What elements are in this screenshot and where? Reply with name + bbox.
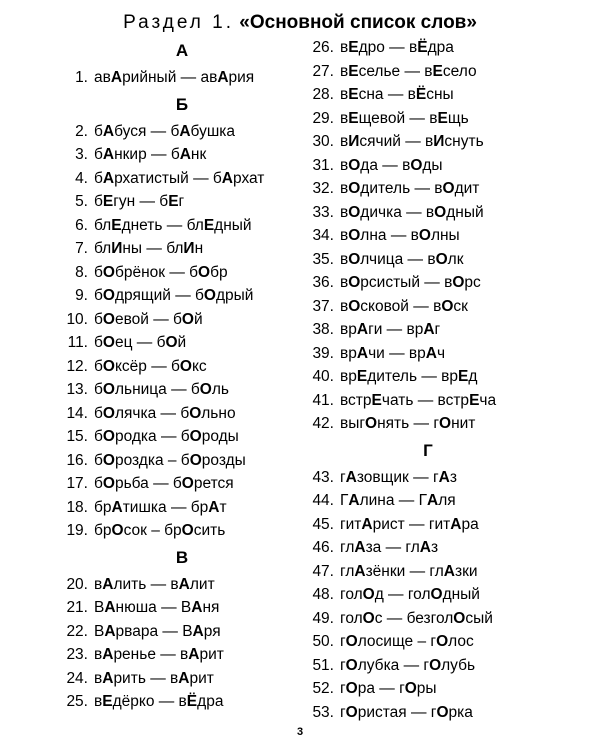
word-list-left-column	[62, 36, 302, 714]
item-number: 30.	[312, 133, 334, 150]
word-pair: бОдрящий — бОдрый	[94, 287, 254, 304]
word-pair: брАтишка — брАт	[94, 498, 227, 516]
word-pair: вЕселье — вЕсело	[340, 62, 477, 80]
word-pair: брОсок – брОсить	[94, 522, 226, 539]
item-number: 11.	[67, 334, 88, 351]
item-number: 35.	[312, 250, 334, 268]
list-item	[62, 355, 302, 379]
word-pair: гитАрист — гитАра	[340, 515, 479, 533]
item-number: 21.	[66, 599, 88, 616]
section-name: «Основной список слов»	[239, 12, 477, 33]
item-number: 53.	[312, 703, 334, 721]
word-pair: вОрсистый — вОрс	[340, 274, 481, 291]
list-item	[308, 318, 548, 342]
list-item	[308, 583, 548, 607]
list-item	[308, 466, 548, 490]
list-item	[62, 596, 302, 620]
item-number: 41.	[312, 391, 334, 409]
word-pair: бАбуся — бАбушка	[94, 122, 236, 140]
word-pair: бАнкир — бАнк	[94, 146, 207, 163]
page-title	[0, 12, 600, 34]
list-item	[62, 120, 302, 144]
list-item	[62, 167, 302, 191]
item-number: 42.	[312, 415, 334, 432]
word-pair: вОда — вОды	[340, 156, 443, 174]
item-number: 23.	[66, 646, 88, 663]
word-pair: гОристая — гОрка	[340, 703, 473, 721]
item-number: 32.	[312, 180, 334, 197]
word-pair: бОбрёнок — бОбр	[94, 263, 228, 281]
word-pair: встрЕчать — встрЕча	[340, 391, 497, 409]
word-pair: ВАнюша — ВАня	[94, 599, 220, 616]
item-number: 10.	[66, 310, 88, 328]
item-number: 45.	[312, 515, 334, 533]
word-pair: гАзовщик — гАз	[340, 468, 457, 486]
item-number: 19.	[66, 522, 88, 539]
item-number: 5.	[75, 193, 88, 210]
item-number: 43.	[312, 468, 334, 486]
list-item	[62, 690, 302, 714]
item-number: 46.	[312, 539, 334, 556]
list-item	[308, 36, 548, 60]
word-pair: вОлна — вОлны	[340, 227, 460, 244]
list-item	[308, 560, 548, 584]
item-number: 3.	[75, 146, 88, 163]
item-number: 13.	[66, 381, 88, 398]
list-item	[308, 60, 548, 84]
list-item	[308, 607, 548, 631]
word-pair: вЕдёрко — вЁдра	[94, 693, 224, 710]
list-item	[62, 620, 302, 644]
item-number: 24.	[66, 669, 88, 687]
word-pair: вАрить — вАрит	[94, 669, 214, 687]
list-item	[62, 331, 302, 355]
list-item	[308, 342, 548, 366]
item-number: 14.	[66, 404, 88, 422]
item-number: 8.	[75, 263, 88, 281]
word-pair: гОлосище – гОлос	[340, 633, 474, 650]
word-pair: бЕгун — бЕг	[94, 193, 185, 210]
item-number: 29.	[312, 109, 334, 127]
list-item	[62, 308, 302, 332]
word-pair: голОд — голОдный	[340, 586, 480, 603]
list-item	[308, 130, 548, 154]
list-item	[308, 513, 548, 537]
word-pair: врАги — врАг	[340, 321, 441, 338]
item-number: 37.	[312, 297, 334, 315]
word-pair: врЕдитель — врЕд	[340, 368, 478, 385]
list-item	[308, 365, 548, 389]
list-item	[62, 402, 302, 426]
item-number: 27.	[312, 62, 334, 80]
word-pair: вАренье — вАрит	[94, 646, 224, 663]
item-number: 12.	[66, 357, 88, 375]
item-number: 38.	[312, 321, 334, 338]
item-number: 39.	[312, 344, 334, 362]
item-number: 47.	[312, 562, 334, 580]
list-item	[308, 295, 548, 319]
item-number: 28.	[312, 86, 334, 103]
word-pair: бОец — бОй	[94, 334, 187, 351]
list-item	[308, 248, 548, 272]
list-item	[308, 224, 548, 248]
list-item	[308, 154, 548, 178]
item-number: 1.	[75, 69, 88, 86]
item-number: 9.	[75, 287, 88, 304]
word-pair: глАзёнки — глАзки	[340, 562, 478, 580]
word-pair: гОлубка — гОлубь	[340, 656, 476, 674]
list-item	[62, 143, 302, 167]
word-pair: голОс — безголОсый	[340, 609, 493, 627]
list-item	[62, 573, 302, 597]
list-item	[62, 496, 302, 520]
item-number: 49.	[312, 609, 334, 627]
page-number: 3	[296, 726, 304, 738]
list-item	[62, 472, 302, 496]
word-pair: ВАрвара — ВАря	[94, 622, 221, 640]
word-list-right-column	[308, 36, 548, 724]
alphabet-letter-heading: А	[175, 41, 189, 60]
word-pair: авАрийный — авАрия	[94, 69, 255, 86]
item-number: 52.	[312, 680, 334, 697]
word-pair: вОсковой — вОск	[340, 297, 468, 315]
list-item	[62, 667, 302, 691]
word-pair: блЕднеть — блЕдный	[94, 216, 252, 234]
item-number: 34.	[312, 227, 334, 244]
list-item	[62, 66, 302, 90]
word-pair: глАза — глАз	[340, 539, 439, 556]
item-number: 48.	[312, 586, 334, 603]
item-number: 4.	[75, 169, 88, 187]
word-pair: бОродка — бОроды	[94, 428, 239, 445]
word-pair: бОрьба — бОрется	[94, 475, 234, 492]
list-item	[308, 177, 548, 201]
list-item	[308, 630, 548, 654]
item-number: 16.	[66, 451, 88, 469]
word-pair: выгОнять — гОнит	[340, 415, 476, 432]
item-number: 17.	[66, 475, 88, 492]
alphabet-letter-heading: Г	[423, 440, 433, 460]
list-item	[62, 449, 302, 473]
item-number: 40.	[312, 368, 334, 385]
word-pair: вЕдро — вЁдра	[340, 39, 454, 56]
item-number: 25.	[66, 693, 88, 710]
list-item	[62, 261, 302, 285]
word-pair: блИны — блИн	[94, 240, 204, 257]
item-number: 26.	[312, 39, 334, 56]
list-item	[308, 536, 548, 560]
list-item	[62, 643, 302, 667]
item-number: 22.	[66, 622, 88, 640]
word-pair: вЕщевой — вЕщь	[340, 109, 469, 127]
item-number: 18.	[66, 498, 88, 516]
word-pair: врАчи — врАч	[340, 344, 446, 362]
item-number: 6.	[75, 216, 88, 234]
word-pair: вИсячий — вИснуть	[340, 133, 484, 150]
word-pair: вЕсна — вЁсны	[340, 86, 454, 103]
list-item	[62, 214, 302, 238]
word-pair: вОдитель — вОдит	[340, 180, 480, 197]
word-pair: бОроздка – бОрозды	[94, 451, 246, 469]
word-pair: вОдичка — вОдный	[340, 203, 484, 221]
list-item	[308, 412, 548, 436]
item-number: 2.	[75, 122, 88, 140]
list-item	[308, 701, 548, 725]
item-number: 50.	[312, 633, 334, 650]
list-item	[62, 425, 302, 449]
item-number: 7.	[75, 240, 88, 257]
item-number: 20.	[66, 575, 88, 593]
item-number: 36.	[312, 274, 334, 291]
item-number: 15.	[66, 428, 88, 445]
list-item	[62, 378, 302, 402]
list-item	[308, 489, 548, 513]
word-pair: бОлячка — бОльно	[94, 404, 236, 422]
item-number: 44.	[312, 492, 334, 509]
section-heading: Раздел 1.	[123, 12, 234, 33]
word-pair: бОксёр — бОкс	[94, 357, 207, 375]
list-item	[62, 237, 302, 261]
alphabet-letter-heading: В	[175, 547, 189, 567]
list-item	[308, 677, 548, 701]
alphabet-letter-heading: Б	[175, 94, 189, 114]
word-pair: бАрхатистый — бАрхат	[94, 169, 265, 187]
list-item	[308, 201, 548, 225]
word-pair: гОра — гОры	[340, 680, 437, 697]
word-pair: бОльница — бОль	[94, 381, 229, 398]
item-number: 33.	[312, 203, 334, 221]
list-item	[308, 107, 548, 131]
list-item	[308, 389, 548, 413]
list-item	[62, 284, 302, 308]
item-number: 31.	[312, 156, 334, 174]
list-item	[308, 654, 548, 678]
word-pair: ГАлина — ГАля	[340, 492, 456, 509]
word-pair: вАлить — вАлит	[94, 575, 215, 593]
item-number: 51.	[312, 656, 334, 674]
word-pair: бОевой — бОй	[94, 310, 203, 328]
list-item	[62, 519, 302, 543]
word-pair: вОлчица — вОлк	[340, 250, 464, 268]
list-item	[62, 190, 302, 214]
list-item	[308, 83, 548, 107]
list-item	[308, 271, 548, 295]
